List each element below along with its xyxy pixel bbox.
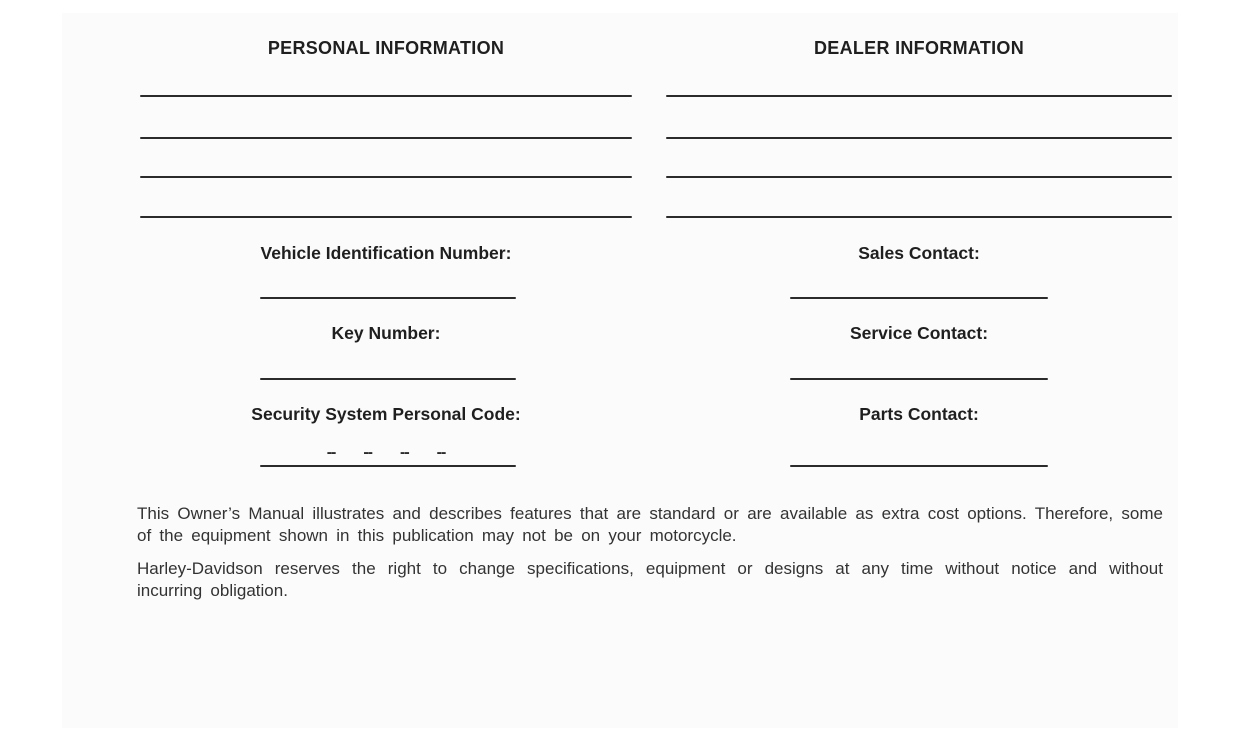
sales-contact-write-in-line <box>790 297 1048 299</box>
key-number-write-in-line <box>260 378 516 380</box>
personal-write-in-line-1 <box>140 95 632 97</box>
security-code-write-in-line <box>260 465 516 467</box>
code-separator-dash: -- <box>326 444 336 461</box>
code-separator-dash: -- <box>436 444 446 461</box>
personal-write-in-line-2 <box>140 137 632 139</box>
security-code-digit-separators <box>140 444 632 462</box>
personal-information-section <box>140 13 632 493</box>
service-contact-write-in-line <box>790 378 1048 380</box>
disclaimer-section <box>137 503 1163 613</box>
vin-write-in-line <box>260 297 516 299</box>
dealer-write-in-line-4 <box>666 216 1172 218</box>
equipment-disclaimer-paragraph: This Owner’s Manual illustrates and describes features that are standard or are available as extra cost options. Therefore, some of the equipment shown in this publication may not be on your motorcycle. <box>137 504 1163 545</box>
personal-write-in-line-3 <box>140 176 632 178</box>
dealer-information-heading: DEALER INFORMATION <box>813 38 1025 58</box>
service-contact-label: Service Contact: <box>849 323 989 343</box>
parts-contact-write-in-line <box>790 465 1048 467</box>
personal-write-in-line-4 <box>140 216 632 218</box>
dealer-write-in-line-3 <box>666 176 1172 178</box>
specifications-disclaimer-paragraph: Harley-Davidson reserves the right to change specifications, equipment or designs at any time without notice and without incurring obligation. <box>137 559 1163 600</box>
owners-manual-scanned-page <box>62 13 1178 728</box>
security-code-label: Security System Personal Code: <box>251 404 521 424</box>
dealer-information-section <box>666 13 1172 493</box>
code-separator-dash: -- <box>363 444 372 461</box>
key-number-label: Key Number: <box>331 323 441 343</box>
personal-information-heading: PERSONAL INFORMATION <box>267 38 505 58</box>
vin-label: Vehicle Identification Number: <box>260 243 512 263</box>
sales-contact-label: Sales Contact: <box>858 243 980 263</box>
dealer-write-in-line-1 <box>666 95 1172 97</box>
dealer-write-in-line-2 <box>666 137 1172 139</box>
code-separator-dash: -- <box>400 444 409 461</box>
parts-contact-label: Parts Contact: <box>859 404 979 424</box>
